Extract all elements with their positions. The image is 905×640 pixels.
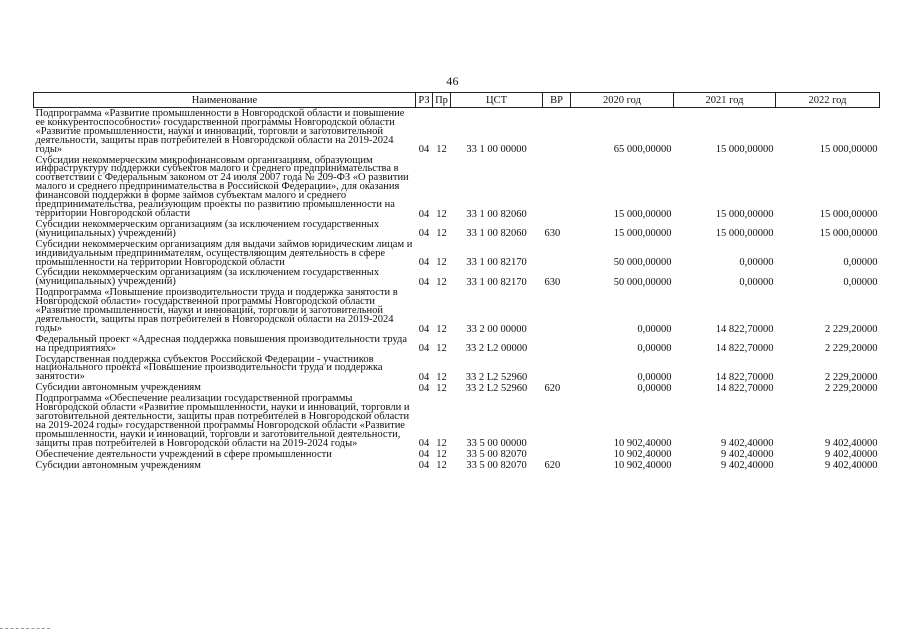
row-2022: 0,00000: [843, 257, 878, 269]
row-pr: 12: [436, 144, 447, 156]
row-2020: 0,00000: [637, 382, 672, 394]
row-2022: 9 402,40000: [825, 460, 878, 472]
row-pr: 12: [436, 208, 447, 220]
row-name: Обеспечение деятельности учреждений в сфере промышленности: [35, 448, 332, 460]
row-2020: 15 000,00000: [613, 208, 672, 220]
row-name: Субсидии автономным учреждениям: [35, 459, 201, 471]
page-edge-mark: [0, 628, 50, 631]
row-2020: 10 902,40000: [613, 449, 672, 461]
header-pr: Пр: [433, 93, 451, 108]
row-cst: 33 2 L2 52960: [465, 382, 528, 394]
table-row: [34, 354, 880, 383]
table-row: [34, 460, 880, 471]
row-cst: 33 1 00 82170: [466, 277, 527, 289]
row-vr: 620: [544, 382, 561, 394]
row-cst: 33 1 00 82060: [466, 228, 527, 240]
row-2022: 15 000,00000: [819, 228, 878, 240]
row-pr: 12: [436, 228, 447, 240]
header-2022: 2022 год: [776, 93, 880, 108]
row-2022: 9 402,40000: [825, 449, 878, 461]
row-name: Субсидии некоммерческим организациям (за исключением государственных (муниципальных) учреждений): [35, 267, 380, 288]
row-2021: 0,00000: [739, 257, 774, 269]
row-pr: 12: [436, 438, 447, 450]
row-2021: 14 822,70000: [715, 343, 774, 355]
row-2021: 15 000,00000: [715, 208, 774, 220]
row-rz: 04: [418, 460, 430, 472]
row-vr: [543, 354, 571, 383]
row-2022: 15 000,00000: [819, 208, 878, 220]
row-2022: 2 229,20000: [825, 323, 878, 335]
row-vr: [543, 393, 571, 448]
row-vr: [543, 334, 571, 354]
row-rz: 04: [418, 277, 430, 289]
row-cst: 33 2 00 00000: [466, 323, 527, 335]
row-2022: 2 229,20000: [825, 343, 878, 355]
row-name: Субсидии некоммерческим микрофинансовым организациям, образующим инфраструктуру поддержки субъектов малого и среднего предпринимательства в соответствии с Федеральным законом от 24 июля 2007 года № 209-ФЗ «О развитии малого и среднего предпринимательства в Российской Федерации», для оказания финансовой поддержки в форме займов субъектам малого и среднего предпринимательства, реализующим проекты по развитию промышленности на территории Новгородской области: [35, 154, 409, 219]
row-2020: 10 902,40000: [613, 460, 672, 472]
row-2021: 14 822,70000: [715, 372, 774, 384]
row-pr: 12: [436, 323, 447, 335]
row-rz: 04: [418, 382, 430, 394]
header-2020: 2020 год: [571, 93, 674, 108]
row-vr: [543, 449, 571, 460]
row-cst: 33 2 L2 00000: [465, 343, 528, 355]
row-2020: 0,00000: [637, 343, 672, 355]
header-rz: РЗ: [416, 93, 433, 108]
budget-table: [33, 92, 880, 470]
page-number: 46: [446, 74, 459, 88]
table-row: [34, 393, 880, 448]
row-rz: 04: [418, 323, 430, 335]
row-pr: 12: [436, 257, 447, 269]
row-name: Государственная поддержка субъектов Российской Федерации - участников национального проекта «Повышение производительности труда и поддержка занятости»: [35, 353, 383, 383]
table-row: [34, 334, 880, 354]
header-2021: 2021 год: [674, 93, 776, 108]
row-rz: 04: [418, 208, 430, 220]
row-2021: 9 402,40000: [721, 449, 774, 461]
row-2021: 15 000,00000: [715, 144, 774, 156]
row-vr: [543, 239, 571, 268]
row-2020: 65 000,00000: [613, 144, 672, 156]
row-2020: 15 000,00000: [613, 228, 672, 240]
row-2020: 50 000,00000: [613, 277, 672, 289]
table-body: [34, 108, 880, 471]
row-name: Субсидии некоммерческим организациям для выдачи займов юридическим лицам и индивидуальным предпринимателям, осуществляющим деятельность в сфере промышленности на территории Новгородской области: [35, 238, 413, 268]
row-pr: 12: [436, 382, 447, 394]
row-vr: 630: [544, 277, 561, 289]
row-rz: 04: [418, 228, 430, 240]
header-vr: ВР: [543, 93, 571, 108]
row-2021: 14 822,70000: [715, 323, 774, 335]
row-2021: 9 402,40000: [721, 460, 774, 472]
row-2020: 50 000,00000: [613, 257, 672, 269]
row-rz: 04: [418, 343, 430, 355]
table-row: [34, 287, 880, 334]
table-row: [34, 239, 880, 268]
row-cst: 33 2 L2 52960: [465, 372, 528, 384]
row-vr: [543, 155, 571, 219]
row-vr: [543, 108, 571, 155]
row-rz: 04: [418, 144, 430, 156]
row-pr: 12: [436, 277, 447, 289]
row-2022: 9 402,40000: [825, 438, 878, 450]
table-row: [34, 219, 880, 239]
row-rz: 04: [418, 449, 430, 461]
row-name: Подпрограмма «Обеспечение реализации государственной программы Новгородской области «Развитие промышленности, науки и инноваций, торговли и заготовительной деятельности, защиты прав потребителей в Новгородской области на 2019-2024 годы» государственной программы Новгородской области «Развитие промышленности, науки и инноваций, торговли и заготовительной деятельности, защиты прав потребителей в Новгородской области на 2019-2024 годы»: [35, 393, 410, 449]
table-header: [34, 93, 880, 108]
row-vr: [543, 287, 571, 334]
table-row: [34, 382, 880, 393]
row-rz: 04: [418, 438, 430, 450]
header-name: Наименование: [34, 93, 416, 108]
row-name: Подпрограмма «Повышение производительности труда и поддержка занятости в Новгородской области» государственной программы Новгородской области «Развитие промышленности, науки и инноваций, торговли и заготовительной деятельности, защиты прав потребителей в Новгородской области на 2019-2024 годы»: [35, 287, 398, 334]
row-2022: 15 000,00000: [819, 144, 878, 156]
row-pr: 12: [436, 372, 447, 384]
row-2022: 2 229,20000: [825, 372, 878, 384]
row-2020: 0,00000: [637, 372, 672, 384]
table-row: [34, 267, 880, 287]
row-cst: 33 5 00 82070: [466, 449, 527, 461]
row-name: Субсидии автономным учреждениям: [35, 382, 201, 394]
header-cst: ЦСТ: [451, 93, 543, 108]
row-2021: 14 822,70000: [715, 382, 774, 394]
row-name: Федеральный проект «Адресная поддержка повышения производительности труда на предприятиях»: [35, 333, 408, 354]
row-vr: 620: [544, 460, 561, 472]
row-2022: 0,00000: [843, 277, 878, 289]
row-rz: 04: [418, 372, 430, 384]
row-cst: 33 5 00 00000: [466, 438, 527, 450]
row-2020: 0,00000: [637, 323, 672, 335]
row-2021: 9 402,40000: [721, 438, 774, 450]
row-2021: 15 000,00000: [715, 228, 774, 240]
row-name: Субсидии некоммерческим организациям (за исключением государственных (муниципальных) учреждений): [35, 218, 380, 239]
row-cst: 33 1 00 82170: [466, 257, 527, 269]
row-vr: 630: [544, 228, 561, 240]
row-pr: 12: [436, 449, 447, 461]
row-name: Подпрограмма «Развитие промышленности в Новгородской области и повышение ее конкурентоспособности» государственной программы Новгородской области «Развитие промышленности, науки и инноваций, торговли и заготовительной деятельности, защиты прав потребителей в Новгородской области на 2019-2024 годы»: [35, 108, 405, 155]
row-rz: 04: [418, 257, 430, 269]
row-pr: 12: [436, 343, 447, 355]
row-2020: 10 902,40000: [613, 438, 672, 450]
row-2022: 2 229,20000: [825, 382, 878, 394]
table-row: [34, 108, 880, 155]
table-row: [34, 449, 880, 460]
row-cst: 33 1 00 82060: [466, 208, 527, 220]
row-pr: 12: [436, 460, 447, 472]
table-row: [34, 155, 880, 219]
row-cst: 33 5 00 82070: [466, 460, 527, 472]
row-2021: 0,00000: [739, 277, 774, 289]
row-cst: 33 1 00 00000: [466, 144, 527, 156]
